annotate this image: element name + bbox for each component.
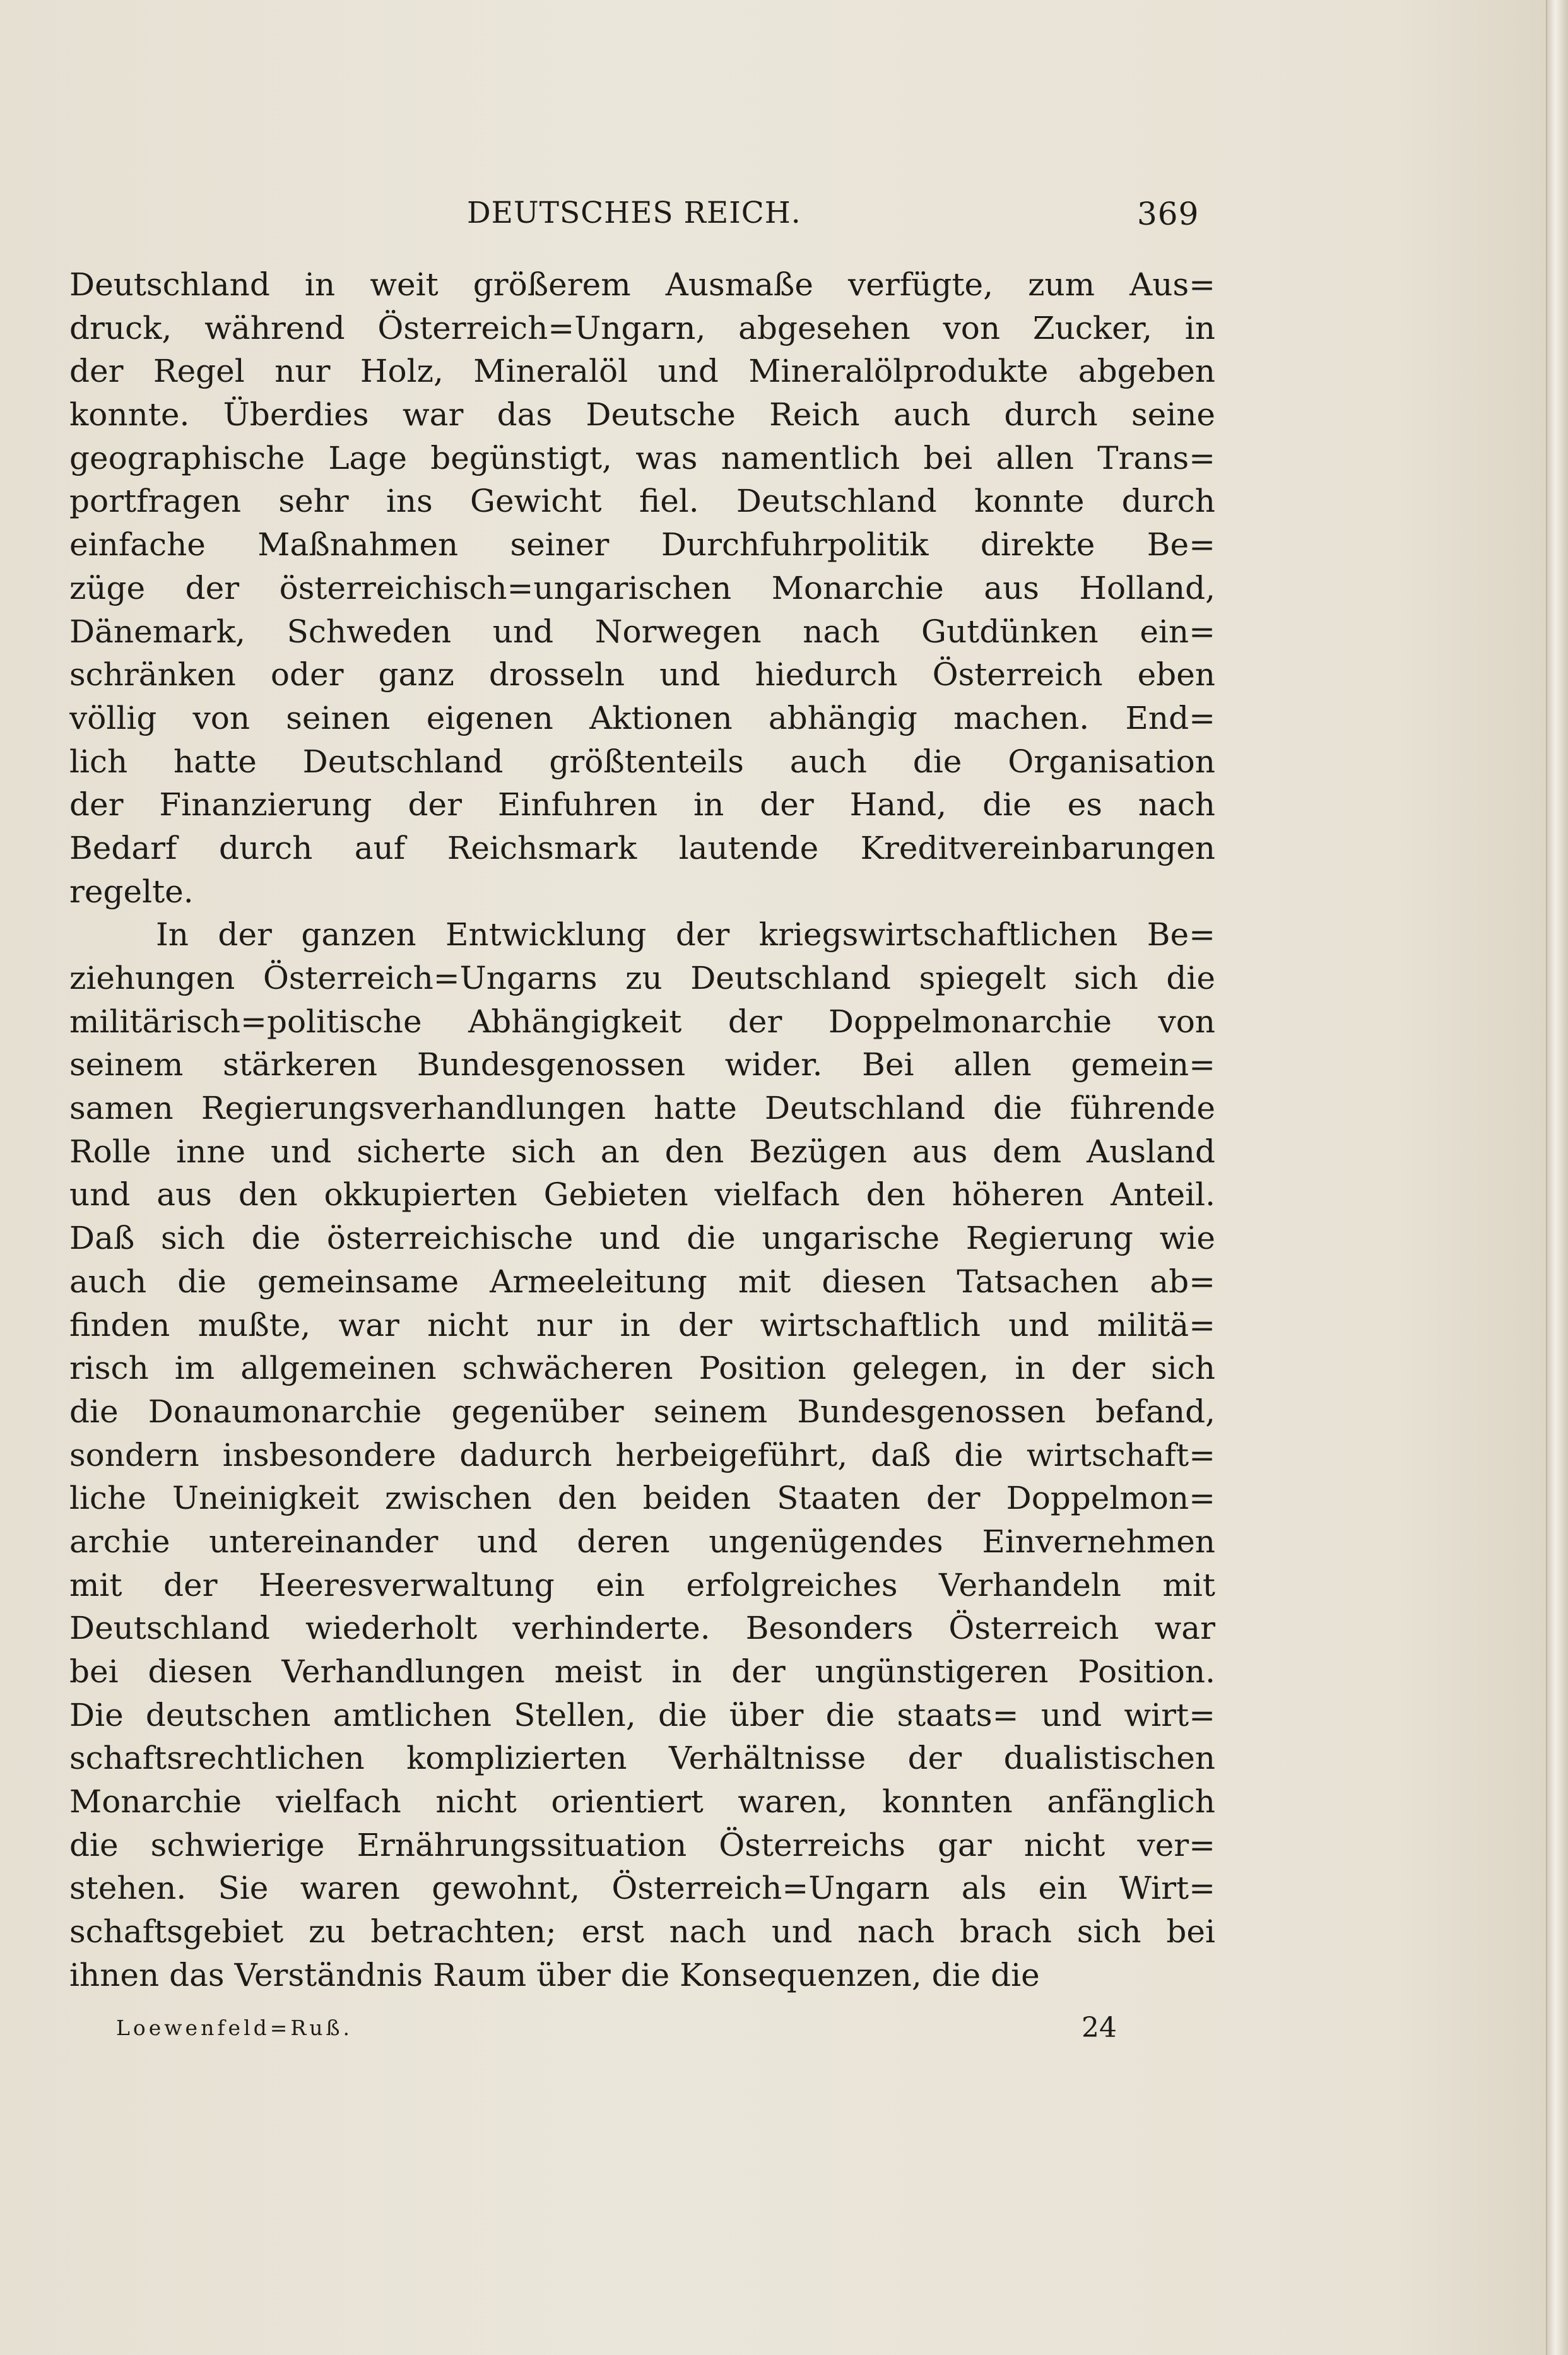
text-line: bei diesen Verhandlungen meist in der ungünstigeren Position.: [69, 1653, 1215, 1690]
text-line: stehen. Sie waren gewohnt, Österreich=Ungarn als ein Wirt=: [69, 1870, 1215, 1907]
text-line: sondern insbesondere dadurch herbeigeführt, daß die wirtschaft=: [69, 1436, 1215, 1473]
text-line: samen Regierungsverhandlungen hatte Deutschland die führende: [69, 1090, 1215, 1127]
text-line: schaftsgebiet zu betrachten; erst nach und nach brach sich bei: [69, 1913, 1215, 1951]
text-line: archie untereinander und deren ungenügendes Einvernehmen: [69, 1523, 1215, 1560]
text-line: Deutschland in weit größerem Ausmaße verfügte, zum Aus=: [69, 266, 1215, 303]
text-line: Rolle inne und sicherte sich an den Bezügen aus dem Ausland: [69, 1133, 1215, 1170]
body-text: [69, 263, 1215, 1997]
text-line: konnte. Überdies war das Deutsche Reich auch durch seine: [69, 396, 1215, 434]
running-title: DEUTSCHES REICH.: [467, 196, 801, 230]
text-line: militärisch=politische Abhängigkeit der Doppelmonarchie von: [69, 1003, 1215, 1040]
text-line: seinem stärkeren Bundesgenossen wider. Bei allen gemein=: [69, 1046, 1215, 1083]
text-line: völlig von seinen eigenen Aktionen abhängig machen. End=: [69, 699, 1215, 736]
text-line: die schwierige Ernährungssituation Österreichs gar nicht ver=: [69, 1826, 1215, 1863]
text-line: geographische Lage begünstigt, was namentlich bei allen Trans=: [69, 439, 1215, 476]
page-footer: [116, 2009, 1189, 2053]
text-line: mit der Heeresverwaltung ein erfolgreiches Verhandeln mit: [69, 1566, 1215, 1603]
text-line: züge der österreichisch=ungarischen Monarchie aus Holland,: [69, 569, 1215, 606]
text-line: auch die gemeinsame Armeeleitung mit diesen Tatsachen ab=: [69, 1263, 1215, 1300]
text-line: Bedarf durch auf Reichsmark lautende Kreditvereinbarungen: [69, 829, 1215, 866]
text-line: ihnen das Verständnis Raum über die Konsequenzen, die die: [69, 1956, 1040, 1993]
text-line: ziehungen Österreich=Ungarns zu Deutschland spiegelt sich die: [69, 960, 1215, 996]
text-line: portfragen sehr ins Gewicht fiel. Deutschland konnte durch: [69, 483, 1215, 520]
text-line: In der ganzen Entwicklung der kriegswirtschaftlichen Be=: [156, 916, 1215, 953]
text-line: risch im allgemeinen schwächeren Position gelegen, in der sich: [69, 1350, 1215, 1387]
text-line: der Finanzierung der Einfuhren in der Hand, die es nach: [69, 786, 1215, 823]
text-line: Monarchie vielfach nicht orientiert waren, konnten anfänglich: [69, 1783, 1215, 1821]
running-header: [69, 189, 1205, 240]
sheet-number: 24: [1082, 2012, 1117, 2044]
text-line: Daß sich die österreichische und die ungarische Regierung wie: [69, 1220, 1215, 1257]
page-number: 369: [1137, 196, 1200, 232]
text-line: schaftsrechtlichen komplizierten Verhältnisse der dualistischen: [69, 1740, 1215, 1777]
page-edge: [1546, 0, 1568, 2355]
text-line: schränken oder ganz drosseln und hiedurch Österreich eben: [69, 656, 1215, 694]
signature-mark: Loewenfeld=Ruß.: [116, 2016, 353, 2040]
text-line: finden mußte, war nicht nur in der wirtschaftlich und militä=: [69, 1306, 1215, 1343]
text-line: Deutschland wiederholt verhinderte. Besonders Österreich war: [69, 1610, 1215, 1647]
text-line: der Regel nur Holz, Mineralöl und Mineralölprodukte abgeben: [69, 353, 1215, 390]
text-line: einfache Maßnahmen seiner Durchfuhrpolitik direkte Be=: [69, 526, 1215, 564]
text-line: Die deutschen amtlichen Stellen, die über die staats= und wirt=: [69, 1696, 1215, 1733]
text-line: liche Uneinigkeit zwischen den beiden Staaten der Doppelmon=: [69, 1480, 1215, 1517]
text-line: Dänemark, Schweden und Norwegen nach Gutdünken ein=: [69, 613, 1215, 650]
text-line: die Donaumonarchie gegenüber seinem Bundesgenossen befand,: [69, 1393, 1215, 1430]
text-line: und aus den okkupierten Gebieten vielfach den höheren Anteil.: [69, 1176, 1215, 1213]
text-line: regelte.: [69, 873, 194, 910]
text-line: lich hatte Deutschland größtenteils auch die Organisation: [69, 743, 1215, 780]
text-line: druck, während Österreich=Ungarn, abgesehen von Zucker, in: [69, 309, 1215, 346]
